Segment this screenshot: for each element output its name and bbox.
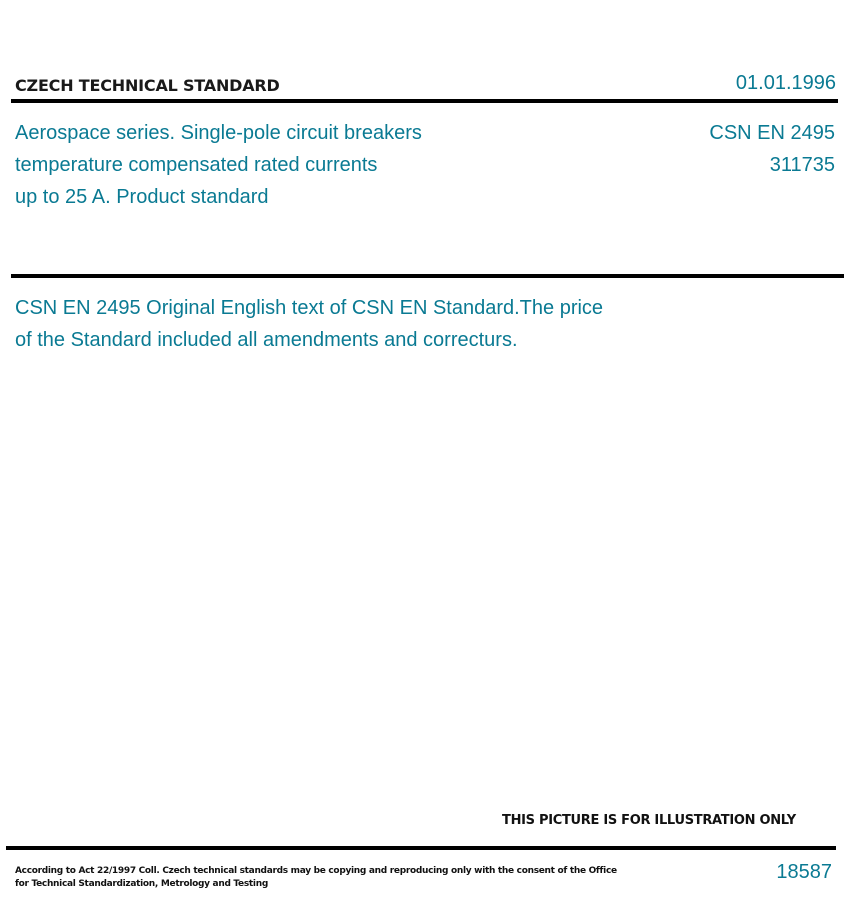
standard-title-line: temperature compensated rated currents — [15, 154, 378, 176]
description-line: of the Standard included all amendments and correcturs. — [15, 329, 518, 351]
standard-code: CSN EN 2495 — [709, 122, 835, 144]
standard-title-line: Aerospace series. Single-pole circuit breakers — [15, 122, 422, 144]
description-line: CSN EN 2495 Original English text of CSN EN Standard.The price — [15, 297, 604, 319]
document-date: 01.01.1996 — [735, 72, 836, 94]
standard-description — [15, 292, 675, 356]
section-divider — [11, 274, 844, 278]
footer-legal-note — [15, 865, 617, 891]
standard-title-line: up to 25 A. Product standard — [15, 186, 269, 208]
illustration-note: THIS PICTURE IS FOR ILLUSTRATION ONLY — [502, 813, 796, 828]
document-header-title: CZECH TECHNICAL STANDARD — [15, 76, 280, 95]
standard-identifiers — [709, 117, 835, 181]
footer-note-line: According to Act 22/1997 Coll. Czech technical standards may be copying and reproducing only with the consent of the Office — [15, 866, 617, 876]
footer-number: 18587 — [776, 861, 832, 883]
standard-title — [15, 117, 422, 213]
footer-note-line: for Technical Standardization, Metrology and Testing — [15, 879, 268, 889]
footer-divider — [6, 846, 836, 850]
header-divider — [11, 99, 838, 103]
catalog-number: 311735 — [769, 154, 835, 176]
